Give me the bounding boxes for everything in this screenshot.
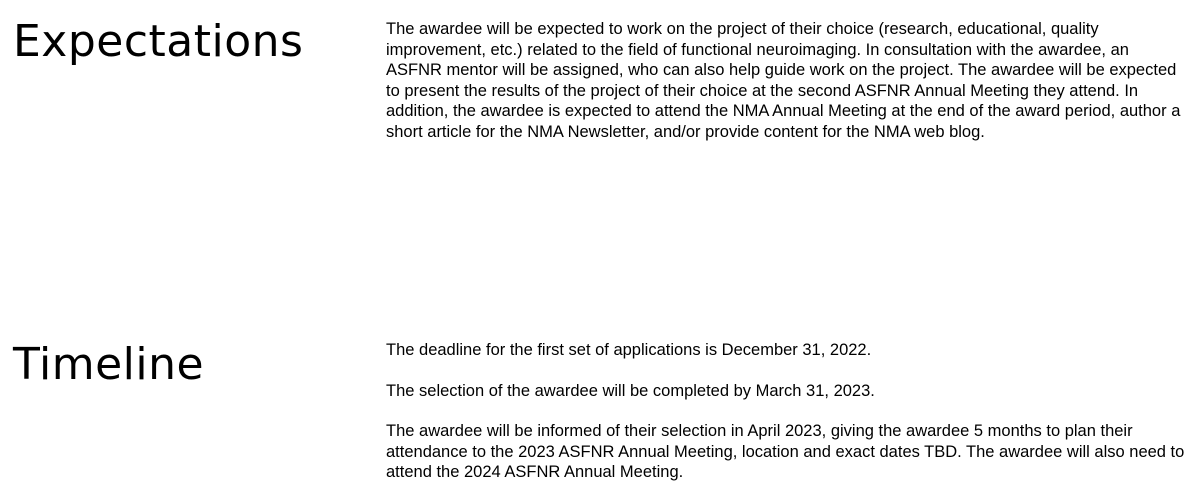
timeline-selection-paragraph: The selection of the awardee will be completed by March 31, 2023. bbox=[386, 381, 875, 400]
timeline-heading: Timeline bbox=[13, 339, 205, 390]
expectations-heading: Expectations bbox=[13, 16, 304, 67]
timeline-deadline-paragraph: The deadline for the first set of applications is December 31, 2022. bbox=[386, 341, 872, 359]
timeline-notification-paragraph: The awardee will be informed of their selection in April 2023, giving the awardee 5 months to plan their attendance to the 2023 ASFNR Annual Meeting, location and exact dates TBD. The awardee will also need to attend the 2024 ASFNR Annual Meeting. bbox=[386, 422, 1185, 481]
timeline-body bbox=[386, 340, 1186, 483]
expectations-body bbox=[386, 19, 1186, 142]
expectations-paragraph: The awardee will be expected to work on the project of their choice (research, educational, quality improvement, etc.) related to the field of functional neuroimaging. In consultation with the awardee, an ASFNR mentor will be assigned, who can also help guide work on the project. The awardee will be expected to present the results of the project of their choice at the second ASFNR Annual Meeting they attend. In addition, the awardee is expected to attend the NMA Annual Meeting at the end of the award period, author a short article for the NMA Newsletter, and/or provide content for the NMA web blog. bbox=[386, 20, 1181, 141]
timeline-section bbox=[0, 300, 1200, 493]
